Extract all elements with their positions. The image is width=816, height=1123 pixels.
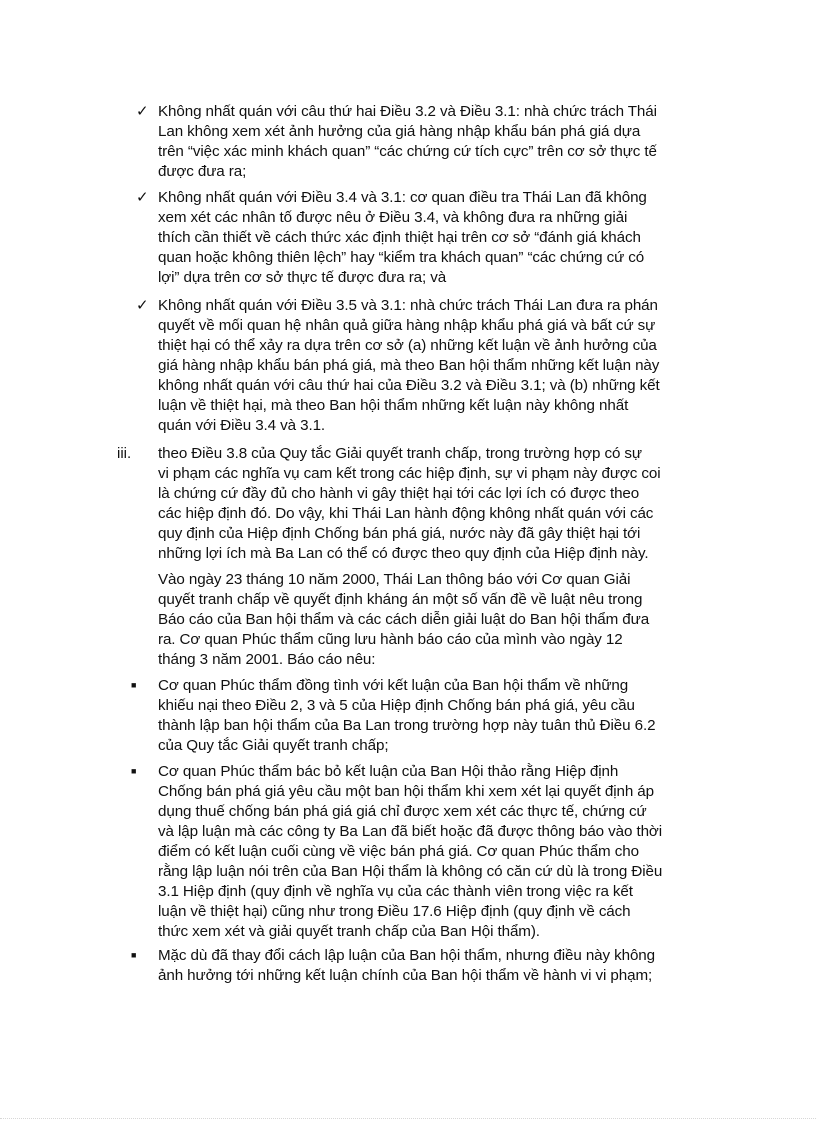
page-bottom-divider xyxy=(0,1118,816,1119)
text-line: quyết về mối quan hệ nhân quả giữa hàng nhập khẩu phá giá và bất cứ sự xyxy=(158,317,656,334)
text-line: điểm có kết luận cuối cùng về việc bán phá giá. Cơ quan Phúc thẩm cho xyxy=(158,843,639,860)
square-bullet-icon: ■ xyxy=(131,950,137,960)
text-line: thức xem xét và giải quyết tranh chấp của Ban Hội thẩm). xyxy=(158,923,540,940)
text-line: Lan không xem xét ảnh hưởng của giá hàng nhập khẩu bán phá giá dựa xyxy=(158,123,641,140)
roman-numeral-marker: iii. xyxy=(117,445,132,462)
text-line: là chứng cứ đầy đủ cho hành vi gây thiệt hại tới các lợi ích có được theo xyxy=(158,485,640,502)
checkmark-icon: ✓ xyxy=(136,103,149,120)
text-line: Mặc dù đã thay đổi cách lập luận của Ban hội thẩm, nhưng điều này không xyxy=(158,947,656,964)
text-line: những lợi ích mà Ba Lan có thể có được theo quy định của Hiệp định này. xyxy=(158,545,649,562)
text-line: ảnh hưởng tới những kết luận chính của Ban hội thẩm về hành vi vi phạm; xyxy=(158,967,653,984)
text-line: thiệt hại có thể xảy ra dựa trên cơ sở (a) những kết luận về ảnh hưởng của xyxy=(158,337,657,354)
square-bullet-icon: ■ xyxy=(131,680,137,690)
text-line: lợi” dựa trên cơ sở thực tế được đưa ra; và xyxy=(158,269,447,286)
text-line: thành lập ban hội thẩm của Ba Lan trong trường hợp này tuân thủ Điều 6.2 xyxy=(158,717,656,734)
text-line: giá hàng nhập khẩu bán phá giá, mà theo Ban hội thẩm những kết luận này xyxy=(158,357,660,374)
text-line: luận về thiệt hại, mà theo Ban hội thẩm những kết luận này không nhất xyxy=(158,397,629,414)
text-line: tháng 3 năm 2001. Báo cáo nêu: xyxy=(158,651,376,668)
text-line: dụng thuế chống bán phá giá giá chỉ được xem xét các thực tế, chứng cứ xyxy=(158,803,647,820)
text-line: vi phạm các nghĩa vụ cam kết trong các hiệp định, sự vi phạm này được coi xyxy=(158,465,661,482)
text-line: khiếu nại theo Điều 2, 3 và 5 của Hiệp định Chống bán phá giá, yêu cầu xyxy=(158,697,635,714)
text-line: không nhất quán với câu thứ hai của Điều 3.2 và Điều 3.1; và (b) những kết xyxy=(158,377,660,394)
text-line: Không nhất quán với Điều 3.5 và 3.1: nhà chức trách Thái Lan đưa ra phán xyxy=(158,297,658,314)
text-line: quán với Điều 3.4 và 3.1. xyxy=(158,417,326,434)
text-line: xem xét các nhân tố được nêu ở Điều 3.4, và không đưa ra những giải xyxy=(158,209,628,226)
text-line: trên “việc xác minh khách quan” “các chứng cứ tích cực” trên cơ sở thực tế xyxy=(158,143,657,160)
text-line: được đưa ra; xyxy=(158,163,247,180)
text-line: quyết tranh chấp về quyết định kháng án một số vấn đề về luật nêu trong xyxy=(158,591,643,608)
text-line: và lập luận mà các công ty Ba Lan đã biết hoặc đã được thông báo vào thời xyxy=(158,823,663,840)
text-line: của Quy tắc Giải quyết tranh chấp; xyxy=(158,737,389,754)
checkmark-icon: ✓ xyxy=(136,297,149,314)
text-line: các hiệp định đó. Do vậy, khi Thái Lan hành động không nhất quán với các xyxy=(158,505,654,522)
text-line: Báo cáo của Ban hội thẩm và các cách diễn giải luật do Ban hội thẩm đưa xyxy=(158,611,650,628)
text-line: Cơ quan Phúc thẩm bác bỏ kết luận của Ban Hội thảo rằng Hiệp định xyxy=(158,763,619,780)
text-line: rằng lập luận nói trên của Ban Hội thẩm là không có căn cứ dù là trong Điều xyxy=(158,863,663,880)
text-line: Không nhất quán với câu thứ hai Điều 3.2 và Điều 3.1: nhà chức trách Thái xyxy=(158,103,657,120)
text-line: luận về thiệt hại) cũng như trong Điều 17.6 Hiệp định (quy định về cách xyxy=(158,903,631,920)
text-line: Cơ quan Phúc thẩm đồng tình với kết luận của Ban hội thẩm về những xyxy=(158,677,629,694)
text-line: quan hoặc không thiên lệch” hay “kiểm tra khách quan” “các chứng cứ có xyxy=(158,249,645,266)
text-line: ra. Cơ quan Phúc thẩm cũng lưu hành báo cáo của mình vào ngày 12 xyxy=(158,631,623,648)
text-line: quy định của Hiệp định Chống bán phá giá, nước này đã gây thiệt hại tới xyxy=(158,525,641,542)
text-line: 3.1 Hiệp định (quy định về nghĩa vụ của các thành viên trong việc ra kết xyxy=(158,883,633,900)
text-line: thích cần thiết về cách thức xác định thiệt hại trên cơ sở “đánh giá khách xyxy=(158,229,641,246)
text-line: Vào ngày 23 tháng 10 năm 2000, Thái Lan thông báo với Cơ quan Giải xyxy=(158,571,631,588)
checkmark-icon: ✓ xyxy=(136,189,149,206)
text-line: theo Điều 3.8 của Quy tắc Giải quyết tranh chấp, trong trường hợp có sự xyxy=(158,445,642,462)
square-bullet-icon: ■ xyxy=(131,766,137,776)
text-line: Không nhất quán với Điều 3.4 và 3.1: cơ quan điều tra Thái Lan đã không xyxy=(158,189,647,206)
text-line: Chống bán phá giá yêu cầu một ban hội thẩm khi xem xét lại quyết định áp xyxy=(158,783,654,800)
